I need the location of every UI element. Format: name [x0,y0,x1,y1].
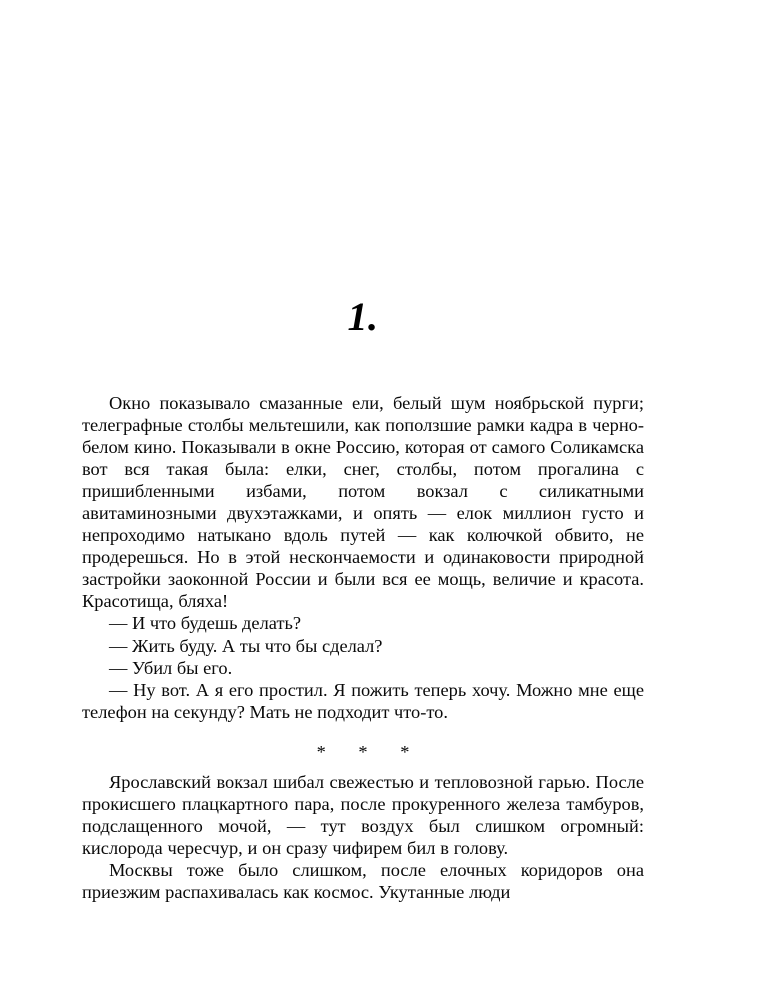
paragraph-moscow: Москвы тоже было слишком, после елочных коридоров она приезжим распахивалась как космос. Укутанные люди [82,859,644,902]
paragraph-station: Ярославский вокзал шибал свежестью и тепловозной гарью. После прокисшего плацкартного пара, после прокуренного железа тамбуров, подслащенного мочой, — тут воздух был слишком огромный: кислорода чересчур, и он сразу чифирем бил в голову. [82,771,644,858]
chapter-number-heading: 1. [347,294,379,339]
dialogue-line-1: — И что будешь делать? [109,613,302,634]
dialogue-line-3: — Убил бы его. [109,657,233,678]
asterisk-section-divider: * * * [316,741,424,762]
dialogue-line-2: — Жить буду. А ты что бы сделал? [109,635,383,656]
body-text-block [82,392,644,903]
dialogue-line-4: — Ну вот. А я его простил. Я пожить теперь хочу. Можно мне еще телефон на секунду? Мать не подходит что-то. [82,679,644,722]
paragraph-opening: Окно показывало смазанные ели, белый шум ноябрьской пурги; телеграфные столбы мельтешили, как поползшие рамки кадра в черно-белом кино. Показывали в окне Россию, которая от самого Соликамска вот вся такая была: елки, снег, столбы, потом прогалина с пришибленными избами, потом вокзал с силикатными авитаминозными двухэтажками, и опять — елок миллион густо и непроходимо натыкано вдоль путей — как колючкой обвито, не продерешься. Но в этой нескончаемости и одинаковости природной застройки заоконной России и были вся ее мощь, величие и красота. Красотища, бляха! [82,393,644,612]
